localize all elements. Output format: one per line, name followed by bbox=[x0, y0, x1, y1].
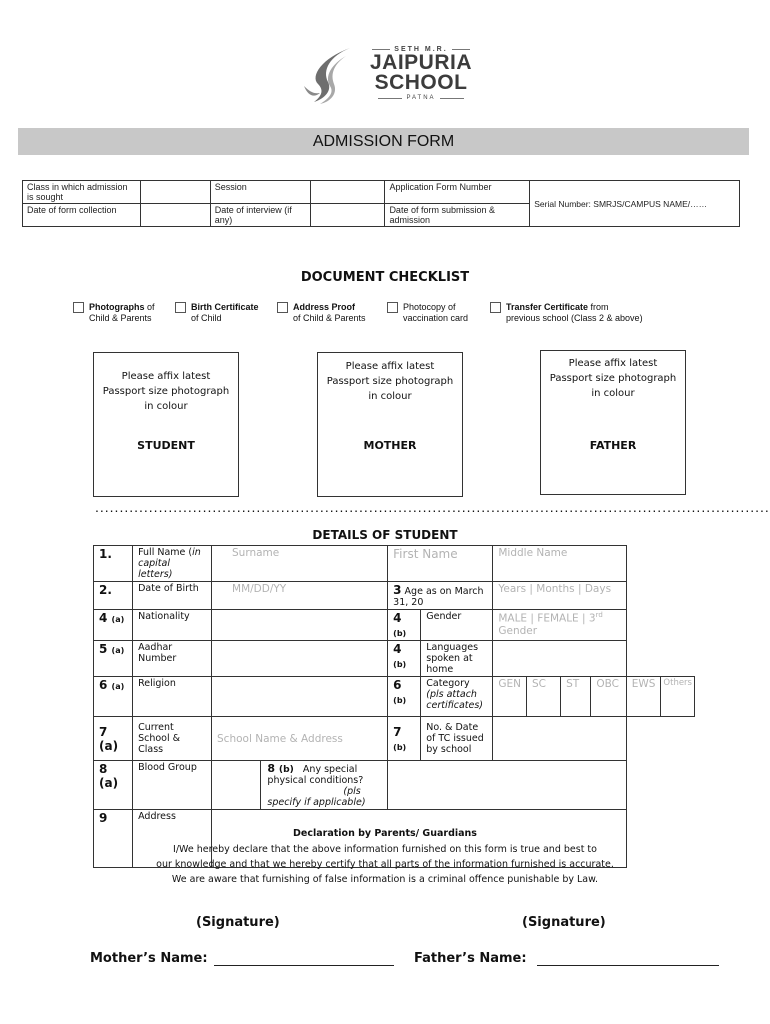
session-label: Session bbox=[210, 181, 310, 204]
special-conditions-field[interactable] bbox=[388, 761, 627, 810]
aadhar-label: Aadhar Number bbox=[133, 641, 212, 677]
photo-note-line: Passport size photograph bbox=[102, 386, 230, 397]
row-number-main: 7 bbox=[99, 724, 108, 739]
photo-note-line: Please affix latest bbox=[568, 358, 658, 369]
checkbox[interactable] bbox=[490, 302, 501, 313]
declaration-line: I/We hereby declare that the above information furnished on this form is true and best to bbox=[173, 844, 597, 855]
student-details-table bbox=[93, 545, 695, 868]
father-name-label: Father’s Name: bbox=[414, 951, 527, 966]
collection-date-field[interactable] bbox=[140, 204, 210, 227]
photo-note-line: Passport size photograph bbox=[326, 376, 454, 387]
collection-date-label: Date of form collection bbox=[23, 204, 141, 227]
gender-options-end: Gender bbox=[498, 624, 538, 637]
category-note: (pls attach certificates) bbox=[426, 689, 483, 711]
row-number bbox=[388, 717, 421, 761]
row-number bbox=[388, 641, 421, 677]
row-number: 9 bbox=[94, 810, 133, 868]
languages-field[interactable] bbox=[493, 641, 626, 677]
checklist-label-bold: Transfer Certificate bbox=[506, 302, 589, 312]
full-name-label-note: in capital letters) bbox=[138, 547, 201, 580]
school-logo bbox=[300, 46, 480, 108]
middle-name-field[interactable]: Middle Name bbox=[493, 546, 626, 582]
checklist-item-birth-certificate[interactable] bbox=[175, 302, 259, 324]
row-number-sub: (b) bbox=[393, 660, 407, 669]
category-option-st[interactable]: ST bbox=[561, 677, 591, 717]
application-number-label: Application Form Number bbox=[385, 181, 530, 204]
declaration-heading: Declaration by Parents/ Guardians bbox=[293, 828, 477, 839]
first-name-field[interactable]: First Name bbox=[388, 546, 493, 582]
logo-name-1: JAIPURIA bbox=[369, 51, 473, 74]
row-number bbox=[94, 717, 133, 761]
row-number-sub: (b) bbox=[393, 629, 407, 638]
row-number-main: 4 bbox=[99, 611, 108, 625]
photo-note bbox=[94, 369, 238, 414]
special-conditions-text: Any special physical conditions? bbox=[267, 764, 364, 786]
age-label-text: Age as on March 31, 20 bbox=[393, 586, 484, 608]
row-number-main: 4 bbox=[393, 642, 402, 656]
student-details-heading: DETAILS OF STUDENT bbox=[312, 528, 458, 542]
category-option-others[interactable]: Others bbox=[661, 677, 695, 717]
form-title: ADMISSION FORM bbox=[18, 128, 749, 155]
current-school-label: Current School & Class bbox=[133, 717, 212, 761]
checklist-item-vaccination[interactable] bbox=[387, 302, 468, 324]
mother-photo-box[interactable] bbox=[317, 352, 463, 497]
form-info-table bbox=[22, 180, 740, 227]
aadhar-field[interactable] bbox=[212, 641, 388, 677]
nationality-label: Nationality bbox=[133, 610, 212, 641]
row-number-sub: (a) bbox=[111, 615, 125, 624]
languages-label: Languages spoken at home bbox=[421, 641, 493, 677]
class-sought-field[interactable] bbox=[140, 181, 210, 204]
father-photo-box[interactable] bbox=[540, 350, 686, 495]
photo-note-line: in colour bbox=[368, 391, 412, 402]
logo-text bbox=[362, 46, 480, 101]
gender-field[interactable] bbox=[493, 610, 626, 641]
logo-name-2: SCHOOL bbox=[374, 71, 468, 94]
category-label-text: Category bbox=[426, 678, 470, 689]
declaration-line: We are aware that furnishing of false information is a criminal offence punishable by Law. bbox=[171, 874, 599, 885]
row-number-main: 5 bbox=[99, 642, 108, 656]
mother-name-line[interactable] bbox=[214, 952, 394, 966]
photo-note bbox=[318, 359, 462, 404]
document-checklist-heading: DOCUMENT CHECKLIST bbox=[300, 270, 470, 285]
checkbox[interactable] bbox=[387, 302, 398, 313]
current-school-field[interactable]: School Name & Address bbox=[212, 717, 388, 761]
checklist-item-transfer-certificate[interactable] bbox=[490, 302, 643, 324]
father-signature-label: (Signature) bbox=[522, 915, 606, 930]
father-name-line[interactable] bbox=[537, 952, 719, 966]
full-name-label bbox=[133, 546, 212, 582]
checklist-label-bold: Birth Certificate bbox=[191, 302, 259, 312]
row-number-sub: (a) bbox=[111, 682, 125, 691]
mother-photo-label: MOTHER bbox=[363, 439, 417, 452]
checklist-label-line2: vaccination card bbox=[403, 313, 469, 323]
category-option-gen[interactable]: GEN bbox=[493, 677, 527, 717]
row-number-sub: (b) bbox=[278, 764, 294, 775]
checkbox[interactable] bbox=[73, 302, 84, 313]
class-sought-label: Class in which admission is sought bbox=[23, 181, 141, 204]
photo-note-line: Passport size photograph bbox=[549, 373, 677, 384]
row-number-sub: (a) bbox=[99, 776, 119, 790]
checklist-label: from bbox=[588, 302, 609, 312]
serial-number-field[interactable]: Serial Number: SMRJS/CAMPUS NAME/…… bbox=[530, 181, 740, 227]
nationality-field[interactable] bbox=[212, 610, 388, 641]
row-number-sub: (b) bbox=[393, 742, 407, 752]
row-number-sub: (a) bbox=[99, 738, 119, 753]
special-conditions-note: (pls specify if applicable) bbox=[267, 786, 366, 808]
submission-date-label: Date of form submission & admission bbox=[385, 204, 530, 227]
photo-note bbox=[541, 356, 685, 401]
row-number-sub: (a) bbox=[111, 646, 125, 655]
row-number bbox=[94, 677, 133, 717]
dotted-separator: .......................................................................................................................................... bbox=[95, 499, 770, 515]
declaration bbox=[0, 826, 770, 887]
checklist-item-photographs[interactable] bbox=[73, 302, 155, 324]
checklist-label-bold: Address Proof bbox=[293, 302, 356, 312]
checklist-label: of bbox=[144, 302, 155, 312]
tc-label: No. & Date of TC issued by school bbox=[421, 717, 493, 761]
row-number-main: 6 bbox=[99, 678, 108, 692]
address-label: Address bbox=[133, 810, 212, 868]
logo-top-text: SETH M.R. bbox=[362, 46, 480, 53]
father-photo-label: FATHER bbox=[589, 439, 637, 452]
category-option-ews[interactable]: EWS bbox=[626, 677, 661, 717]
row-number-main: 6 bbox=[393, 678, 402, 692]
age-label bbox=[388, 582, 493, 610]
age-field[interactable]: Years | Months | Days bbox=[493, 582, 626, 610]
row-number bbox=[388, 610, 421, 641]
student-photo-box[interactable] bbox=[93, 352, 239, 497]
row-number-main: 8 bbox=[267, 762, 276, 775]
gender-options: MALE | FEMALE | 3 bbox=[498, 612, 596, 625]
mother-signature-label: (Signature) bbox=[196, 915, 280, 930]
checkbox[interactable] bbox=[175, 302, 186, 313]
tc-field[interactable] bbox=[493, 717, 626, 761]
checklist-label: Photocopy of bbox=[403, 302, 456, 312]
checklist-label-line2: of Child & Parents bbox=[293, 313, 366, 323]
row-number bbox=[94, 641, 133, 677]
session-field[interactable] bbox=[310, 181, 385, 204]
dob-field[interactable]: MM/DD/YY bbox=[212, 582, 388, 610]
row-number: 3 bbox=[393, 583, 402, 597]
logo-city: PATNA bbox=[362, 95, 480, 101]
row-number: 1. bbox=[94, 546, 133, 582]
checklist-label-line2: Child & Parents bbox=[89, 313, 152, 323]
religion-field[interactable] bbox=[212, 677, 388, 717]
category-option-obc[interactable]: OBC bbox=[591, 677, 626, 717]
declaration-line: our knowledge and that we hereby certify that all parts of the information furnished is accurate. bbox=[156, 859, 614, 870]
blood-group-label: Blood Group bbox=[133, 761, 212, 810]
row-number-main: 8 bbox=[99, 762, 108, 776]
gender-label: Gender bbox=[421, 610, 493, 641]
dob-label: Date of Birth bbox=[133, 582, 212, 610]
checklist-label-line2: previous school (Class 2 & above) bbox=[506, 313, 643, 323]
photo-note-line: in colour bbox=[591, 388, 635, 399]
surname-field[interactable]: Surname bbox=[212, 546, 388, 582]
mother-name-label: Mother’s Name: bbox=[90, 951, 208, 966]
row-number-main: 7 bbox=[393, 724, 402, 739]
photo-note-line: in colour bbox=[144, 401, 188, 412]
mother-name-row bbox=[90, 951, 394, 966]
row-number-sub: (b) bbox=[393, 696, 407, 705]
gender-sup: rd bbox=[595, 611, 603, 619]
row-number bbox=[388, 677, 421, 717]
interview-date-label: Date of interview (if any) bbox=[210, 204, 310, 227]
category-label bbox=[421, 677, 493, 717]
photo-note-line: Please affix latest bbox=[121, 371, 211, 382]
row-number-main: 4 bbox=[393, 611, 402, 625]
row-number: 2. bbox=[94, 582, 133, 610]
blood-group-field[interactable] bbox=[212, 761, 261, 810]
checklist-label-bold: Photographs bbox=[89, 302, 145, 312]
row-number bbox=[94, 761, 133, 810]
father-name-row bbox=[414, 951, 719, 966]
swan-logo-icon bbox=[300, 46, 358, 106]
photo-note-line: Please affix latest bbox=[345, 361, 435, 372]
category-option-sc[interactable]: SC bbox=[526, 677, 560, 717]
checklist-item-address-proof[interactable] bbox=[277, 302, 366, 324]
student-photo-label: STUDENT bbox=[137, 439, 195, 452]
full-name-label-text: Full Name ( bbox=[138, 547, 193, 558]
religion-label: Religion bbox=[133, 677, 212, 717]
checklist-label-line2: of Child bbox=[191, 313, 222, 323]
checkbox[interactable] bbox=[277, 302, 288, 313]
row-number bbox=[94, 610, 133, 641]
interview-date-field[interactable] bbox=[310, 204, 385, 227]
special-conditions-label bbox=[261, 761, 388, 810]
